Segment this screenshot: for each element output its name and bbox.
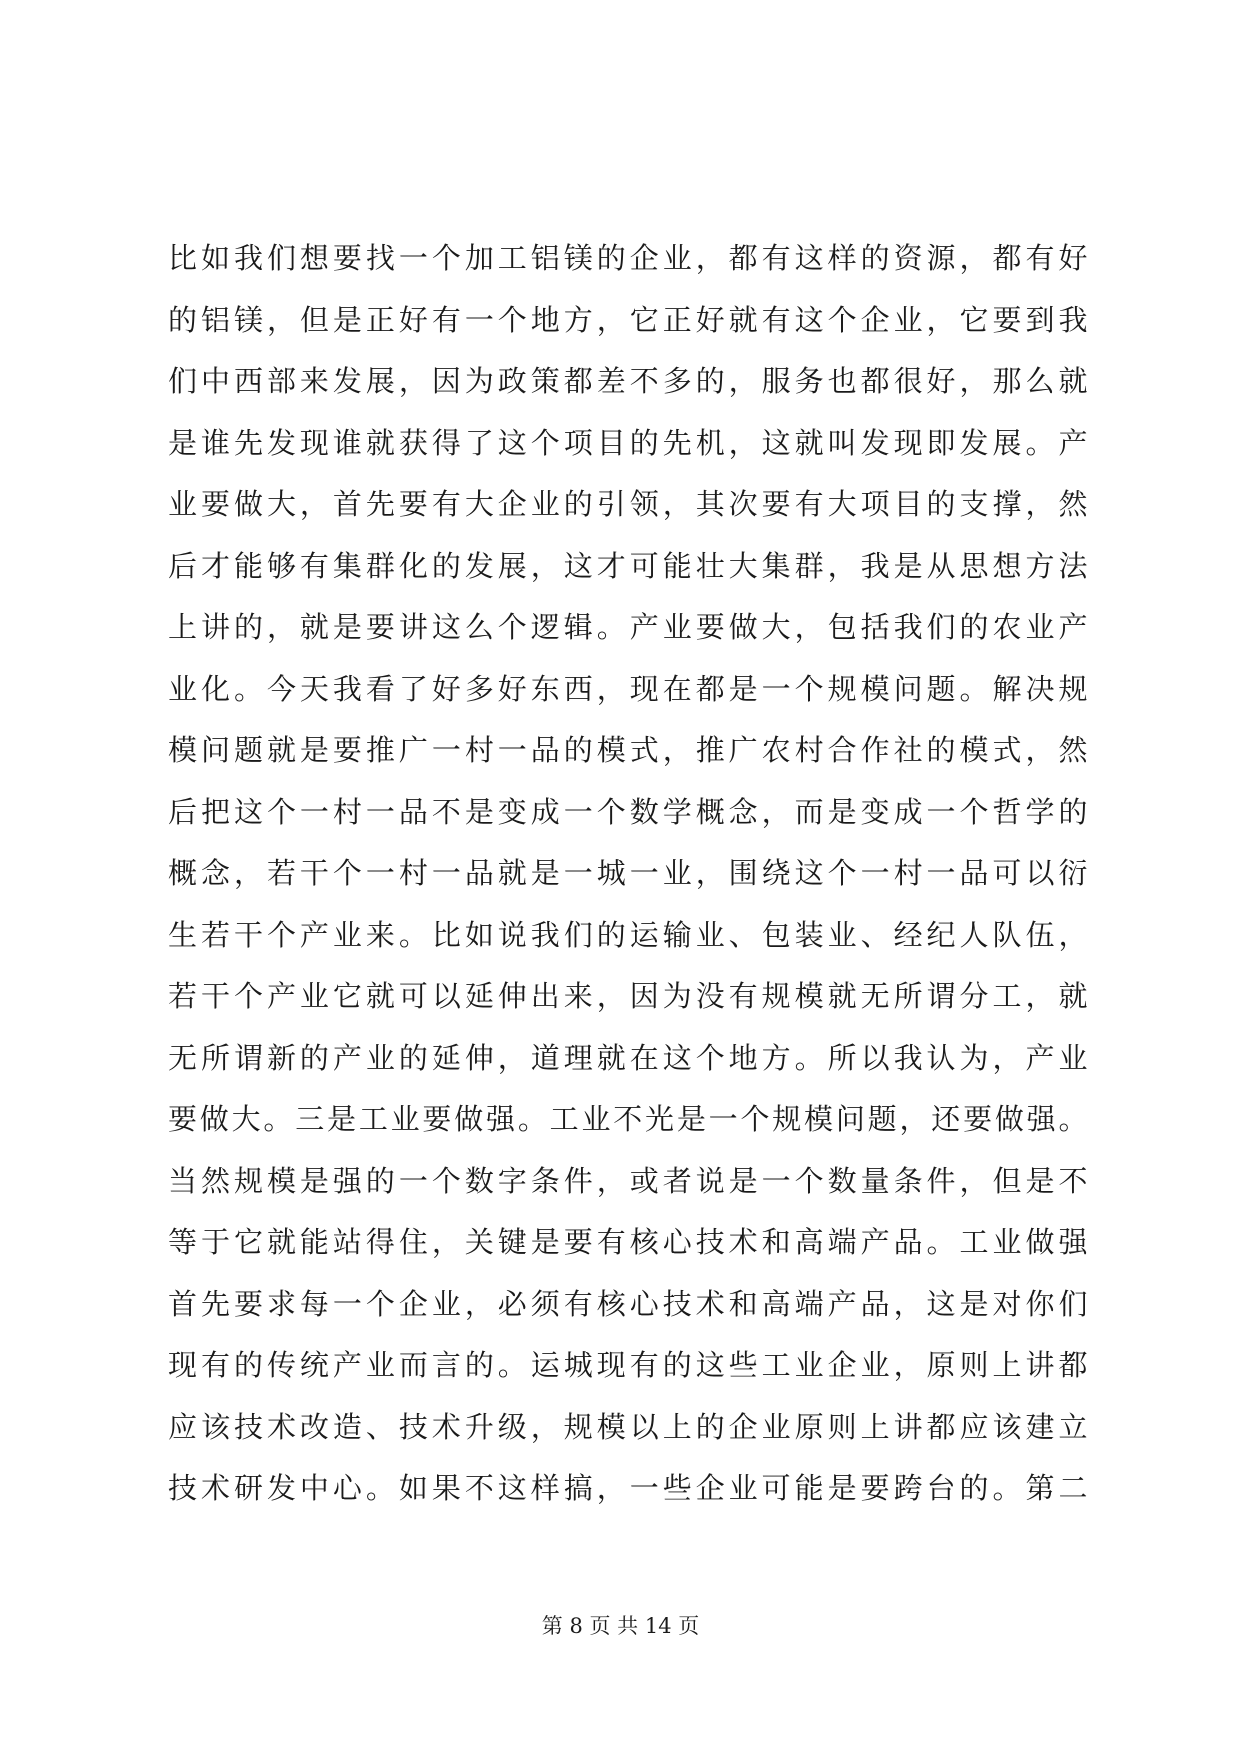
text-line: 现有的传统产业而言的。运城现有的这些工业企业，原则上讲都	[168, 1348, 1088, 1382]
text-line: 后才能够有集群化的发展，这才可能壮大集群，我是从思想方法	[168, 548, 1088, 583]
text-line: 若干个产业它就可以延伸出来，因为没有规模就无所谓分工，就	[168, 979, 1088, 1013]
text-line: 等于它就能站得住，关键是要有核心技术和高端产品。工业做强	[168, 1225, 1088, 1259]
text-line: 要做大。三是工业要做强。工业不光是一个规模问题，还要做强。	[168, 1102, 1088, 1136]
text-line: 业要做大，首先要有大企业的引领，其次要有大项目的支撑，然	[168, 487, 1088, 521]
text-line: 概念，若干个一村一品就是一城一业，围绕这个一村一品可以衍	[168, 856, 1088, 890]
page-footer: 第 8 页 共 14 页	[541, 1614, 700, 1638]
text-line: 无所谓新的产业的延伸，道理就在这个地方。所以我认为，产业	[168, 1040, 1088, 1075]
body-text	[168, 228, 1088, 1520]
text-line: 技术研发中心。如果不这样搞，一些企业可能是要跨台的。第二	[168, 1471, 1088, 1505]
text-line: 后把这个一村一品不是变成一个数学概念，而是变成一个哲学的	[168, 794, 1088, 829]
text-line: 当然规模是强的一个数字条件，或者说是一个数量条件，但是不	[168, 1163, 1088, 1198]
text-line: 生若干个产业来。比如说我们的运输业、包装业、经纪人队伍，	[168, 917, 1088, 952]
text-line: 模问题就是要推广一村一品的模式，推广农村合作社的模式，然	[168, 733, 1088, 767]
text-line: 应该技术改造、技术升级，规模以上的企业原则上讲都应该建立	[168, 1409, 1088, 1444]
text-line: 上讲的，就是要讲这么个逻辑。产业要做大，包括我们的农业产	[168, 610, 1088, 644]
text-line: 是谁先发现谁就获得了这个项目的先机，这就叫发现即发展。产	[168, 425, 1088, 460]
text-line: 的铝镁，但是正好有一个地方，它正好就有这个企业，它要到我	[168, 302, 1088, 337]
text-line: 们中西部来发展，因为政策都差不多的，服务也都很好，那么就	[168, 364, 1088, 398]
text-line: 业化。今天我看了好多好东西，现在都是一个规模问题。解决规	[168, 671, 1088, 706]
text-line: 比如我们想要找一个加工铝镁的企业，都有这样的资源，都有好	[168, 241, 1088, 275]
text-line: 首先要求每一个企业，必须有核心技术和高端产品，这是对你们	[168, 1286, 1088, 1321]
